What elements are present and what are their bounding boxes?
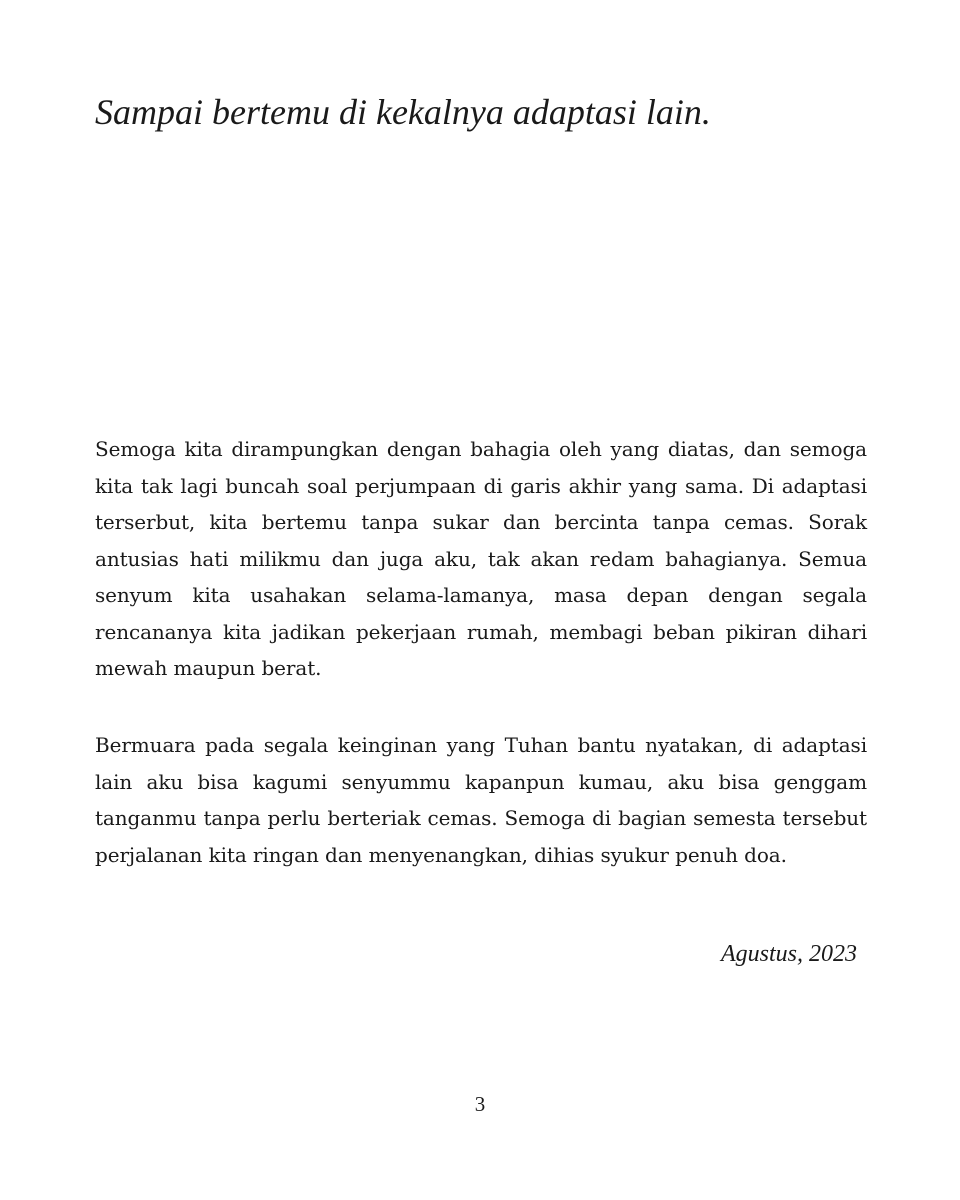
paragraph-2: Bermuara pada segala keinginan yang Tuhan bantu nyatakan, di adaptasi lain aku bisa kagumi senyummu kapanpun kumau, aku bisa genggam tanganmu tanpa perlu berteriak cemas. Semoga di bagian semesta tersebut perjalanan kita ringan dan menyenangkan, dihias syukur penuh doa.: [95, 733, 867, 867]
page-title: Sampai bertemu di kekalnya adaptasi lain.: [95, 92, 711, 132]
paragraph-1: Semoga kita dirampungkan dengan bahagia oleh yang diatas, dan semoga kita tak lagi buncah soal perjumpaan di garis akhir yang sama. Di adaptasi terserbut, kita bertemu tanpa sukar dan bercinta tanpa cemas. Sorak antusias hati milikmu dan juga aku, tak akan redam bahagianya. Semua senyum kita usahakan selama-lamanya, masa depan dengan segala rencananya kita jadikan pekerjaan rumah, membagi beban pikiran dihari mewah maupun berat.: [95, 437, 867, 680]
date-signature: Agustus, 2023: [720, 941, 857, 967]
page-number: 3: [474, 1092, 486, 1116]
